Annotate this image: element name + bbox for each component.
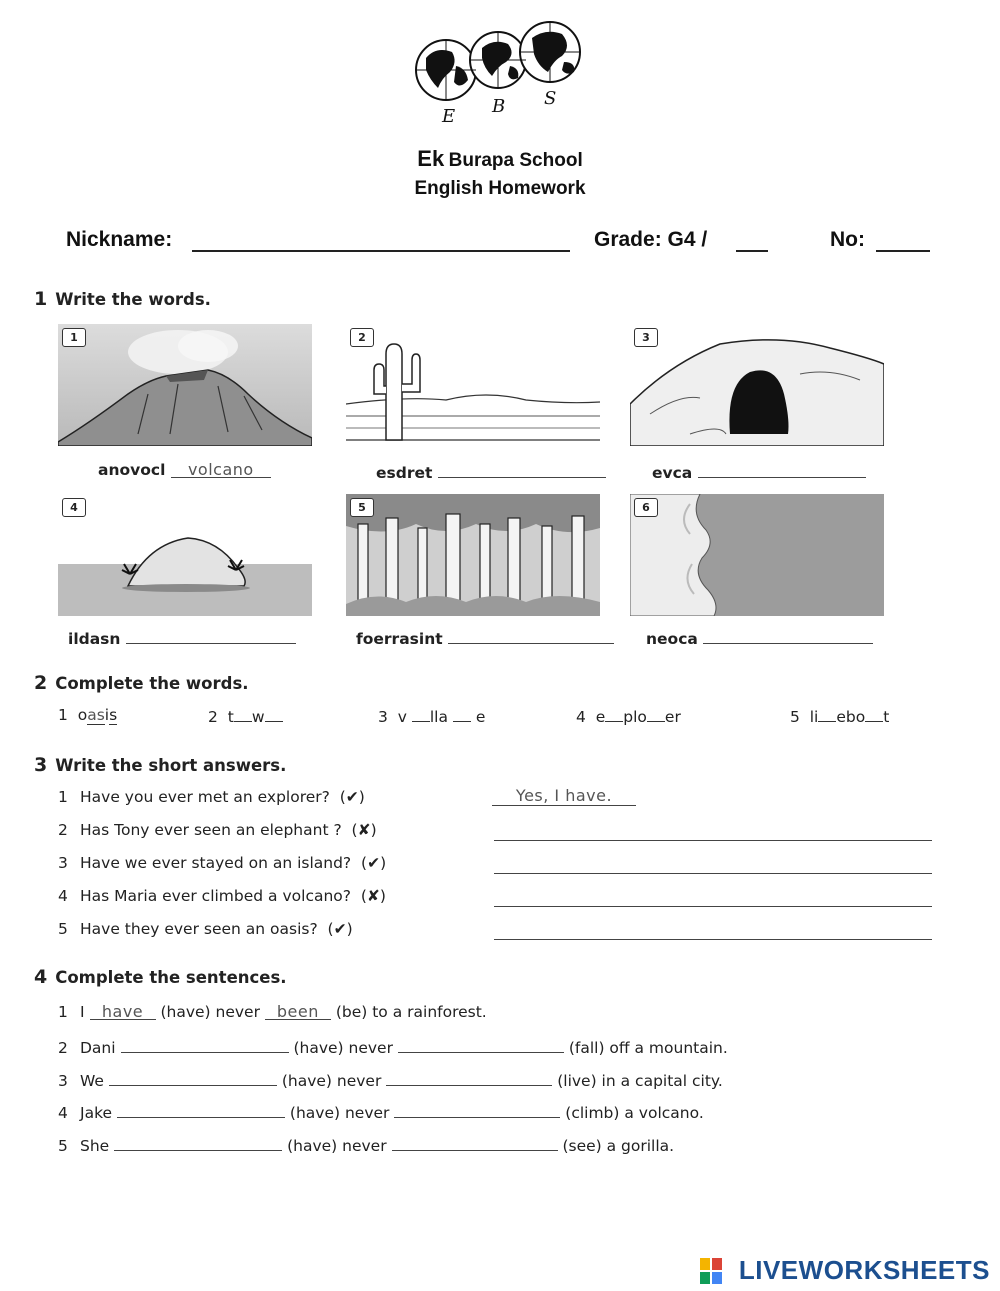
scramble-4: ildasn: [68, 626, 296, 648]
sentence-4-blank-1[interactable]: [117, 1100, 285, 1118]
answer-field-2[interactable]: [438, 460, 606, 478]
school-name: [0, 146, 1000, 172]
gap-4b[interactable]: [647, 706, 665, 722]
nickname-label: Nickname:: [66, 228, 173, 251]
liveworksheets-brand[interactable]: LIVEWORKSHEETS: [738, 1255, 990, 1285]
sentence-3-blank-1[interactable]: [109, 1068, 277, 1086]
sentence-5-blank-2[interactable]: [392, 1133, 558, 1151]
badge-2: 2: [350, 328, 374, 347]
answer-field-6[interactable]: [703, 626, 873, 644]
scramble-1: anovocl volcano: [98, 460, 271, 479]
short-answer-1[interactable]: Yes, I have.: [492, 786, 636, 806]
short-answer-2[interactable]: [494, 840, 932, 841]
picture-volcano: [58, 324, 312, 446]
section-1-heading: 1 Write the words.: [34, 288, 211, 310]
sentence-5-blank-1[interactable]: [114, 1133, 282, 1151]
answer-field-1[interactable]: volcano: [171, 460, 271, 478]
sentence-2-blank-2[interactable]: [398, 1035, 564, 1053]
logo-letter-b: B: [492, 96, 506, 117]
badge-6: 6: [634, 498, 658, 517]
number-field[interactable]: [876, 232, 930, 252]
section-2-heading: 2 Complete the words.: [34, 672, 249, 694]
liveworksheets-logo-icon: [700, 1258, 722, 1284]
scramble-3: evca: [652, 460, 866, 482]
gap-3a[interactable]: [412, 706, 430, 722]
short-answer-5[interactable]: [494, 939, 932, 940]
badge-3: 3: [634, 328, 658, 347]
answer-field-5[interactable]: [448, 626, 614, 644]
sentence-3: 3 We (have) never (live) in a capital city.: [58, 1068, 723, 1090]
gap-2b[interactable]: [265, 706, 283, 722]
logo-letter-e: E: [442, 106, 456, 127]
picture-ocean: [630, 494, 884, 616]
sentence-4: 4 Jake (have) never (climb) a volcano.: [58, 1100, 704, 1122]
question-2: 2 Has Tony ever seen an elephant ? (✘): [58, 821, 377, 839]
school-logo: [412, 18, 588, 130]
badge-1: 1: [62, 328, 86, 347]
complete-word-2: 2 t w: [208, 706, 283, 726]
sentence-2: 2 Dani (have) never (fall) off a mountain.: [58, 1035, 728, 1057]
cross-mark: (✘): [360, 887, 386, 905]
homework-title: English Homework: [414, 178, 586, 199]
answer-field-4[interactable]: [126, 626, 296, 644]
complete-word-5: 5 li ebo t: [790, 708, 890, 726]
question-1: 1 Have you ever met an explorer? (✔): [58, 788, 365, 806]
tick-mark: (✔): [361, 854, 387, 872]
answer-field-3[interactable]: [698, 460, 866, 478]
sentence-4-blank-2[interactable]: [394, 1100, 560, 1118]
grade-class-field[interactable]: [736, 232, 768, 252]
school-name-ek: Ek: [417, 146, 445, 171]
scramble-5: foerrasint: [356, 626, 614, 648]
sentence-5: 5 She (have) never (see) a gorilla.: [58, 1133, 674, 1155]
scramble-6: neoca: [646, 626, 873, 648]
picture-cave: [630, 324, 884, 446]
logo-letter-s: S: [544, 88, 557, 109]
gap-2a[interactable]: [234, 706, 252, 722]
question-4: 4 Has Maria ever climbed a volcano? (✘): [58, 887, 386, 905]
sentence-2-blank-1[interactable]: [121, 1035, 289, 1053]
picture-island: [58, 494, 312, 616]
grade-label: Grade: G4 /: [594, 228, 708, 251]
nickname-field[interactable]: [192, 232, 570, 252]
short-answer-3[interactable]: [494, 873, 932, 874]
badge-5: 5: [350, 498, 374, 517]
question-5: 5 Have they ever seen an oasis? (✔): [58, 920, 353, 938]
complete-word-4: 4 e plo er: [576, 708, 681, 726]
short-answer-4[interactable]: [494, 906, 932, 907]
gap-5a[interactable]: [818, 706, 836, 722]
sentence-3-blank-2[interactable]: [386, 1068, 552, 1086]
picture-rainforest: [346, 494, 600, 616]
section-4-heading: 4 Complete the sentences.: [34, 966, 287, 988]
gap-3b[interactable]: [453, 706, 471, 722]
tick-mark: (✔): [339, 788, 365, 806]
sentence-1: 1 I have (have) never been (be) to a rainforest.: [58, 1002, 487, 1021]
number-label: No:: [830, 228, 865, 251]
question-3: 3 Have we ever stayed on an island? (✔): [58, 854, 387, 872]
sentence-1-blank-1[interactable]: have: [90, 1002, 156, 1020]
section-3-heading: 3 Write the short answers.: [34, 754, 287, 776]
gap-4a[interactable]: [605, 706, 623, 722]
tick-mark: (✔): [327, 920, 353, 938]
picture-desert: [346, 324, 600, 446]
complete-word-1: 1 oasis: [58, 706, 118, 724]
complete-word-3: 3 v lla e: [378, 708, 486, 726]
scramble-2: esdret: [376, 460, 606, 482]
school-name-rest: Burapa School: [448, 150, 583, 171]
gap-5b[interactable]: [865, 706, 883, 722]
sentence-1-blank-2[interactable]: been: [265, 1002, 331, 1020]
badge-4: 4: [62, 498, 86, 517]
cross-mark: (✘): [351, 821, 377, 839]
